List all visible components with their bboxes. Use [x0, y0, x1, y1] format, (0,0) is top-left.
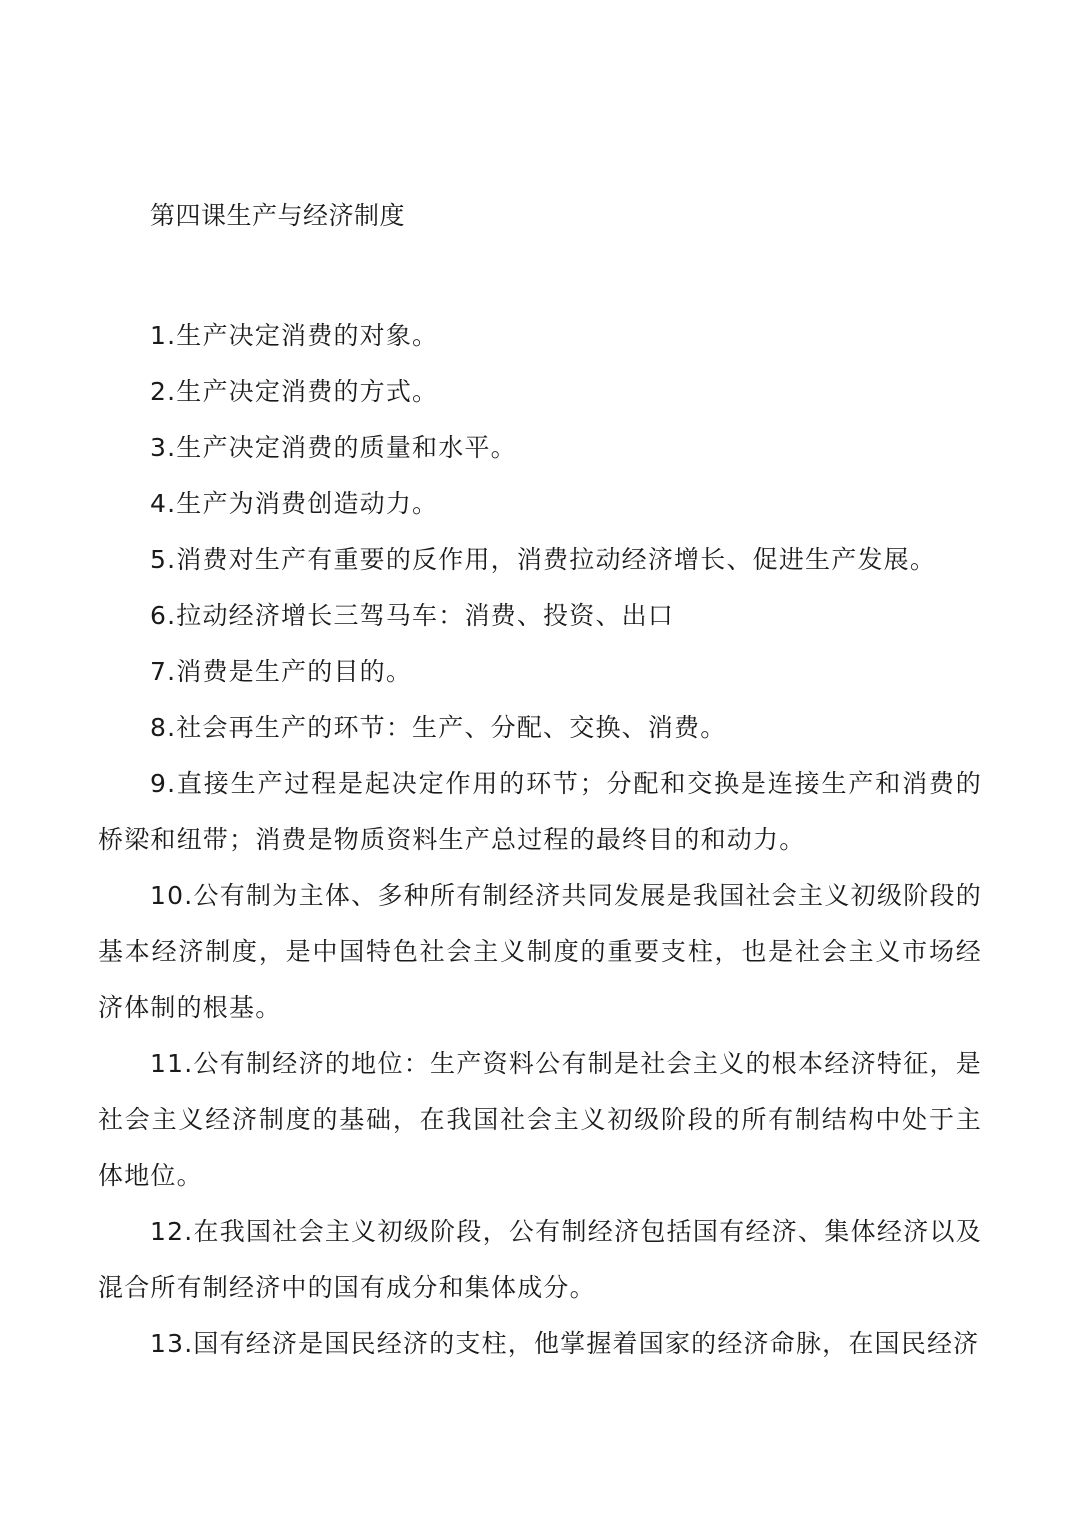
document-title: 第四课生产与经济制度: [150, 201, 406, 230]
paragraph-5: 5.消费对生产有重要的反作用，消费拉动经济增长、促进生产发展。: [150, 545, 937, 574]
document-body: [98, 308, 982, 1372]
paragraph-7: 7.消费是生产的目的。: [150, 657, 413, 686]
paragraph-10: 10.公有制为主体、多种所有制经济共同发展是我国社会主义初级阶段的基本经济制度，是中国特色社会主义制度的重要支柱，也是社会主义市场经济体制的根基。: [98, 881, 982, 1022]
paragraph-13: 13.国有经济是国民经济的支柱，他掌握着国家的经济命脉，在国民经济: [150, 1329, 980, 1358]
paragraph-2: 2.生产决定消费的方式。: [150, 377, 439, 406]
paragraph-12: 12.在我国社会主义初级阶段，公有制经济包括国有经济、集体经济以及混合所有制经济中的国有成分和集体成分。: [98, 1217, 982, 1302]
paragraph-3: 3.生产决定消费的质量和水平。: [150, 433, 517, 462]
paragraph-6: 6.拉动经济增长三驾马车：消费、投资、出口: [150, 601, 675, 630]
paragraph-1: 1.生产决定消费的对象。: [150, 321, 439, 350]
paragraph-4: 4.生产为消费创造动力。: [150, 489, 439, 518]
paragraph-11: 11.公有制经济的地位：生产资料公有制是社会主义的根本经济特征，是社会主义经济制度的基础，在我国社会主义初级阶段的所有制结构中处于主体地位。: [98, 1049, 982, 1190]
paragraph-8: 8.社会再生产的环节：生产、分配、交换、消费。: [150, 713, 727, 742]
paragraph-9: 9.直接生产过程是起决定作用的环节；分配和交换是连接生产和消费的桥梁和纽带；消费是物质资料生产总过程的最终目的和动力。: [98, 769, 982, 854]
